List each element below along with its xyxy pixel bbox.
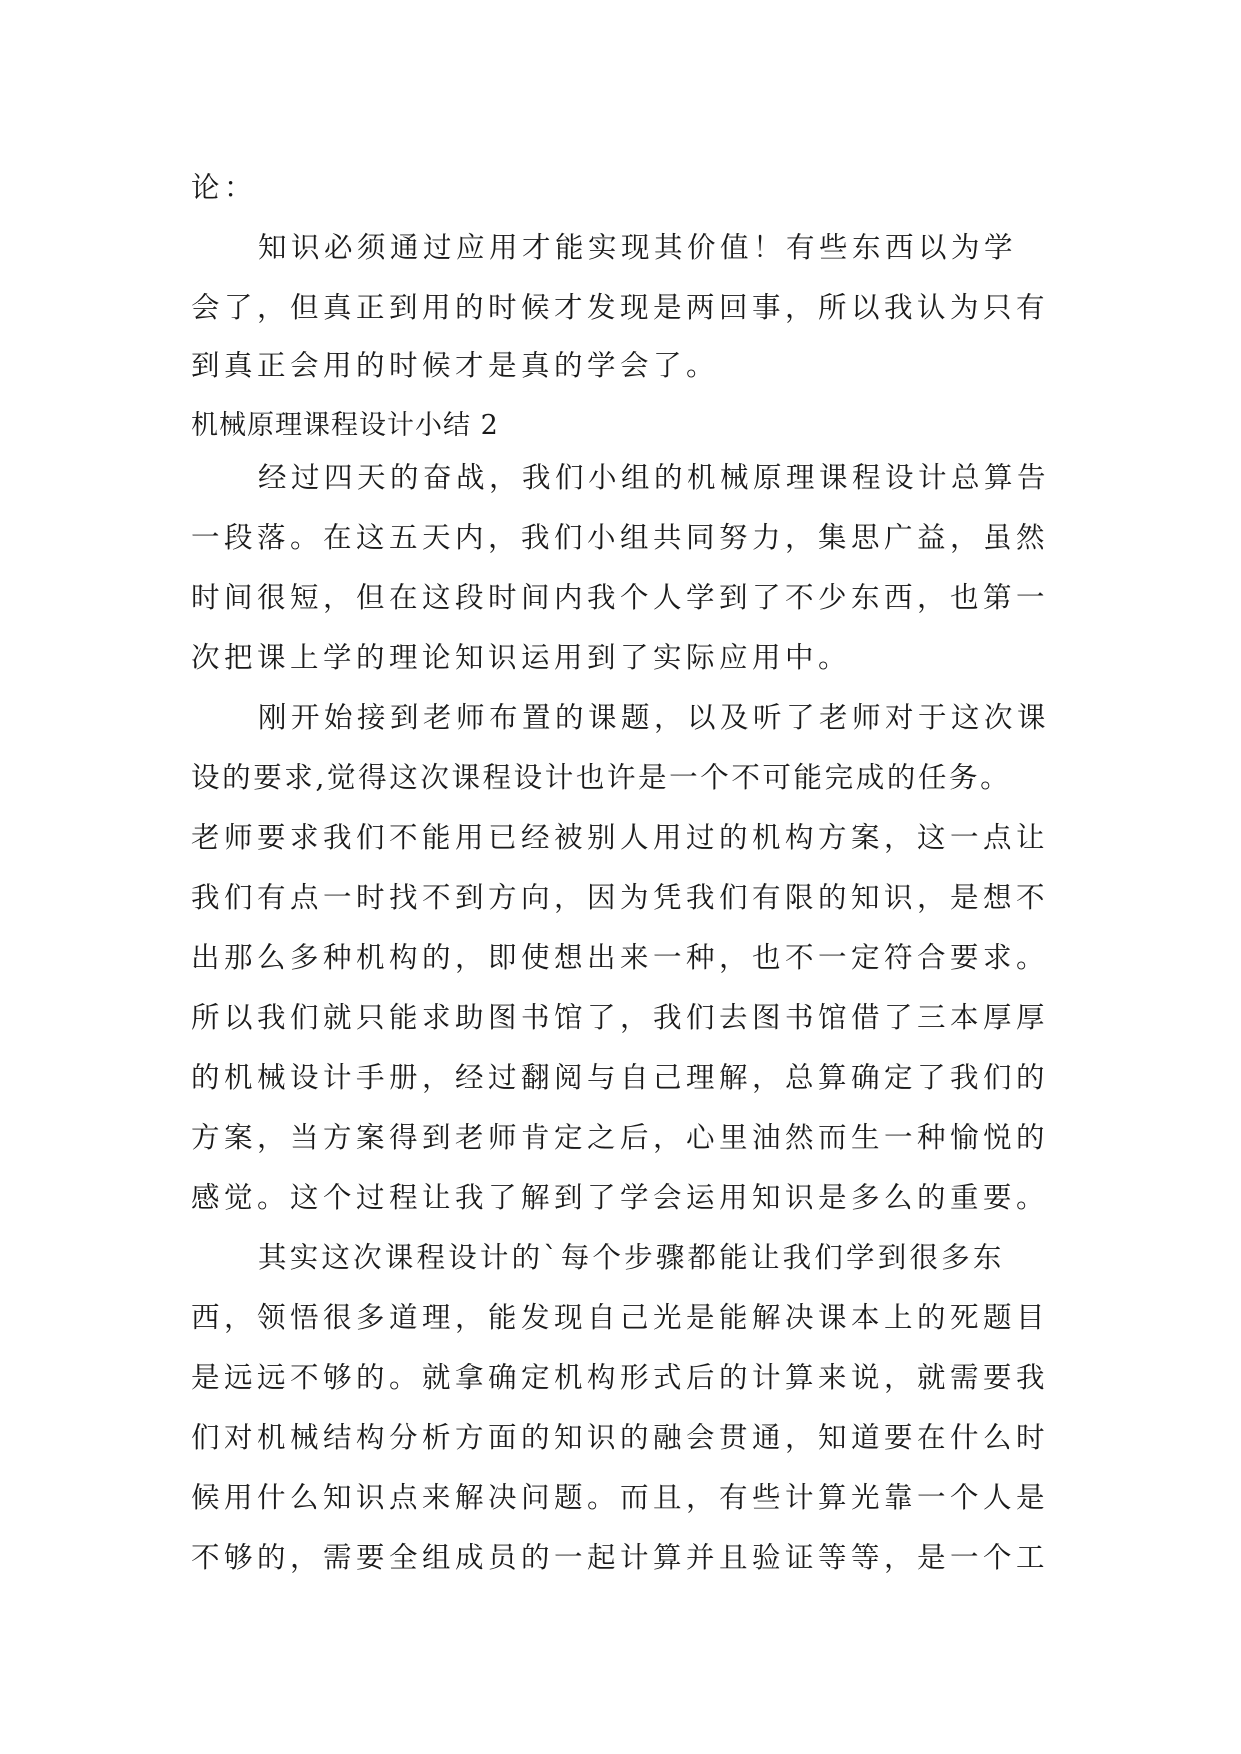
- text-line: 刚开始接到老师布置的课题，以及听了老师对于这次课: [258, 701, 1051, 734]
- text-line: 时间很短，但在这段时间内我个人学到了不少东西，也第一: [191, 581, 1050, 614]
- text-line: 设的要求,觉得这次课程设计也许是一个不可能完成的任务。: [191, 761, 1012, 794]
- text-line: 会了，但真正到用的时候才发现是两回事，所以我认为只有: [191, 291, 1050, 324]
- text-line: 一段落。在这五天内，我们小组共同努力，集思广益，虽然: [191, 521, 1050, 554]
- text-line: 出那么多种机构的，即使想出来一种，也不一定符合要求。: [191, 941, 1050, 974]
- text-line: 次把课上学的理论知识运用到了实际应用中。: [191, 641, 852, 674]
- text-line: 其实这次课程设计的`每个步骤都能让我们学到很多东: [258, 1241, 1005, 1274]
- text-line: 所以我们就只能求助图书馆了，我们去图书馆借了三本厚厚: [191, 1001, 1050, 1034]
- text-line: 方案，当方案得到老师肯定之后，心里油然而生一种愉悦的: [191, 1121, 1050, 1154]
- text-line: 是远远不够的。就拿确定机构形式后的计算来说，就需要我: [191, 1361, 1050, 1394]
- text-line: 我们有点一时找不到方向，因为凭我们有限的知识，是想不: [191, 881, 1050, 914]
- text-line: 的机械设计手册，经过翻阅与自己理解，总算确定了我们的: [191, 1061, 1050, 1094]
- text-line: 西，领悟很多道理，能发现自己光是能解决课本上的死题目: [191, 1301, 1050, 1334]
- text-line: 经过四天的奋战，我们小组的机械原理课程设计总算告: [258, 461, 1051, 494]
- text-line: 知识必须通过应用才能实现其价值！有些东西以为学: [258, 231, 1018, 264]
- text-line: 候用什么知识点来解决问题。而且，有些计算光靠一个人是: [191, 1481, 1050, 1514]
- text-line: 不够的，需要全组成员的一起计算并且验证等等，是一个工: [191, 1541, 1050, 1574]
- text-line: 感觉。这个过程让我了解到了学会运用知识是多么的重要。: [191, 1181, 1050, 1214]
- text-line: 老师要求我们不能用已经被别人用过的机构方案，这一点让: [191, 821, 1050, 854]
- text-line: 到真正会用的时候才是真的学会了。: [191, 349, 720, 382]
- text-line: 们对机械结构分析方面的知识的融会贯通，知道要在什么时: [191, 1421, 1050, 1454]
- section-heading: 机械原理课程设计小结 2: [191, 410, 499, 441]
- text-line: 论：: [191, 171, 258, 204]
